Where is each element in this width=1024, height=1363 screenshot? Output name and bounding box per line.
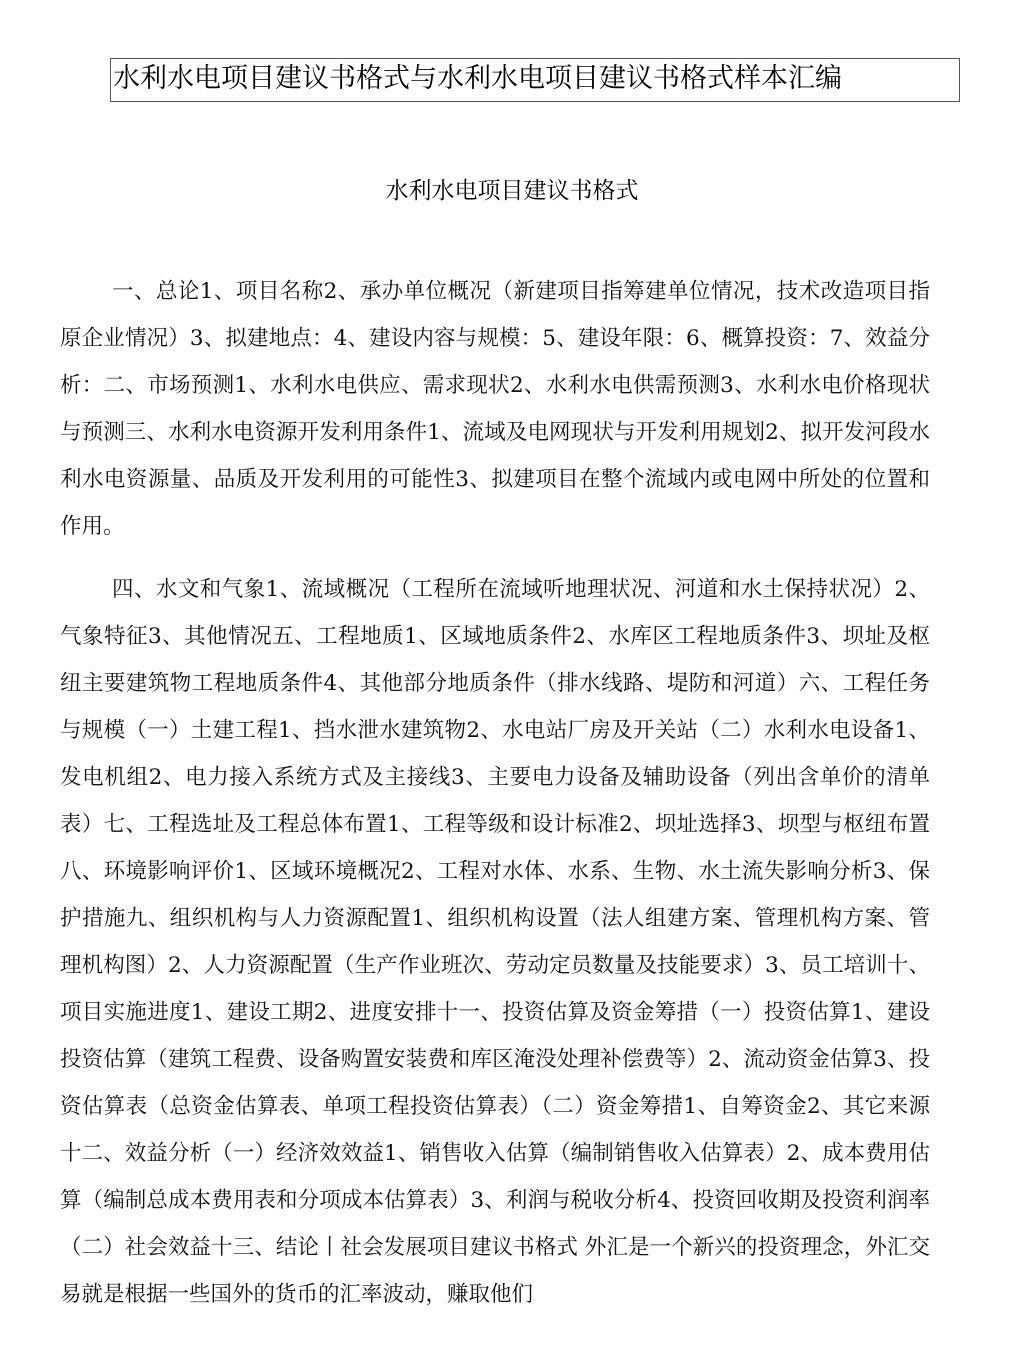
paragraph-1: 一、总论1、项目名称2、承办单位概况（新建项目指筹建单位情况，技术改造项目指原企业情况）3、拟建地点：4、建设内容与规模：5、建设年限：6、概算投资：7、效益分析：二、市场预测1、水利水电供应、需求现状2、水利水电供需预测3、水利水电价格现状与预测三、水利水电资源开发利用条件1、流域及电网现状与开发利用规划2、拟开发河段水利水电资源量、品质及开发利用的可能性3、拟建项目在整个流域内或电网中所处的位置和作用。 xyxy=(60,279,930,539)
section-title: 水利水电项目建议书格式 xyxy=(385,178,639,204)
paragraph-2: 四、水文和气象1、流域概况（工程所在流域听地理状况、河道和水土保持状况）2、气象特征3、其他情况五、工程地质1、区域地质条件2、水库区工程地质条件3、坝址及枢纽主要建筑物工程地质条件4、其他部分地质条件（排水线路、堤防和河道）六、工程任务与规模（一）土建工程1、挡水泄水建筑物2、水电站厂房及开关站（二）水利水电设备1、发电机组2、电力接入系统方式及主接线3、主要电力设备及辅助设备（列出含单价的清单表）七、工程选址及工程总体布置1、工程等级和设计标准2、坝址选择3、坝型与枢纽布置八、环境影响评价1、区域环境概况2、工程对水体、水系、生物、水土流失影响分析3、保护措施九、组织机构与人力资源配置1、组织机构设置（法人组建方案、管理机构方案、管理机构图）2、人力资源配置（生产作业班次、劳动定员数量及技能要求）3、员工培训十、项目实施进度1、建设工期2、进度安排十一、投资估算及资金筹措（一）投资估算1、建设投资估算（建筑工程费、设备购置安装费和库区淹没处理补偿费等）2、流动资金估算3、投资估算表（总资金估算表、单项工程投资估算表）（二）资金筹措1、自筹资金2、其它来源十二、效益分析（一）经济效效益1、销售收入估算（编制销售收入估算表）2、成本费用估算（编制总成本费用表和分项成本估算表）3、利润与税收分析4、投资回收期及投资利润率（二）社会效益十三、结论丨社会发展项目建议书格式 外汇是一个新兴的投资理念，外汇交易就是根据一些国外的货币的汇率波动，赚取他们 xyxy=(60,577,930,1307)
document-title: 水利水电项目建议书格式与水利水电项目建议书格式样本汇编 xyxy=(110,58,960,102)
